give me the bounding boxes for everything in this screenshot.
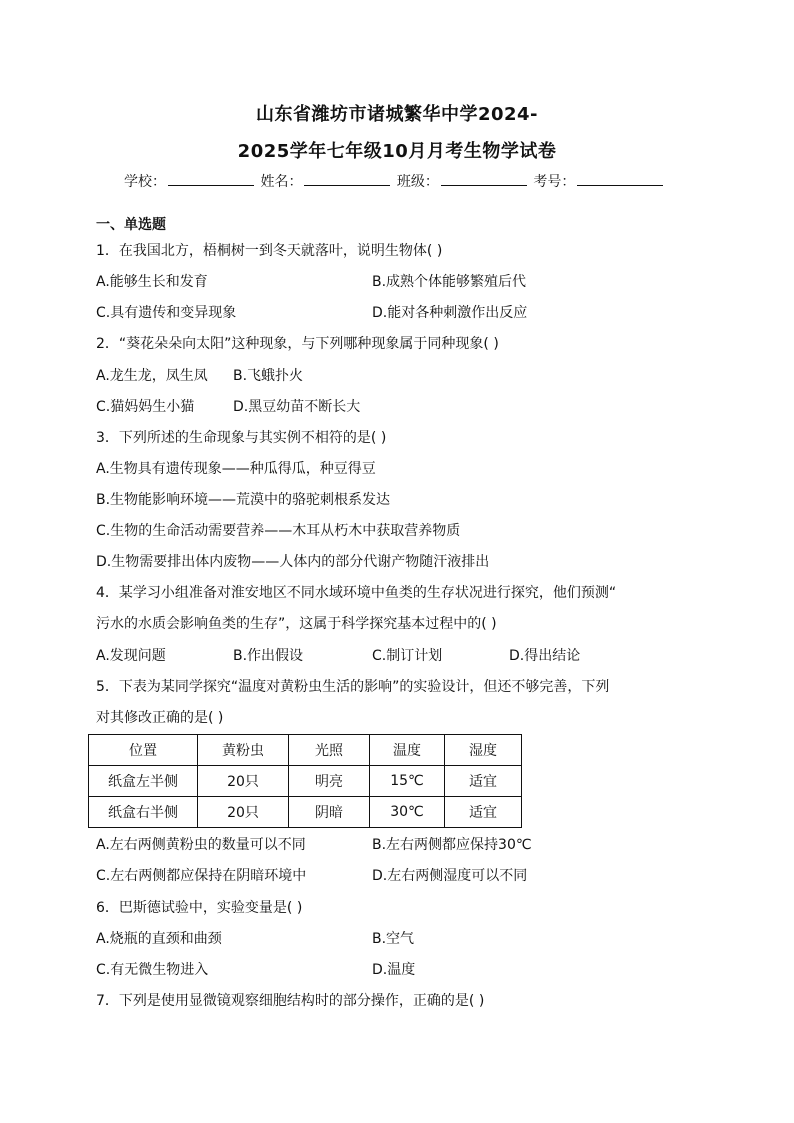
question-4-stem-continued: 污水的水质会影响鱼类的生存”，这属于科学探究基本过程中的( ) [96, 616, 497, 632]
name-label: 姓名： [260, 174, 303, 190]
question-2-option-d: D.黑豆幼苗不断长大 [233, 399, 361, 415]
question-6-option-a: A.烧瓶的直颈和曲颈 [96, 931, 222, 947]
exam-number-blank[interactable] [577, 173, 663, 186]
question-5-stem-continued: 对其修改正确的是( ) [96, 710, 224, 726]
section-title: 一、单选题 [96, 217, 166, 233]
question-1-stem: 1．在我国北方，梧桐树一到冬天就落叶，说明生物体( ) [96, 243, 443, 259]
table-cell: 30℃ [370, 797, 445, 828]
question-2-option-b: B.飞蛾扑火 [233, 368, 304, 384]
table-header-cell: 温度 [370, 735, 445, 766]
question-2-option-a: A.龙生龙，凤生凤 [96, 368, 208, 384]
exam-number-label: 考号： [533, 174, 576, 190]
table-cell: 纸盒左半侧 [89, 766, 198, 797]
question-3-stem: 3．下列所述的生命现象与其实例不相符的是( ) [96, 430, 387, 446]
class-label: 班级： [396, 174, 439, 190]
student-info-line [124, 171, 665, 191]
question-5-option-b: B.左右两侧都应保持30℃ [372, 837, 532, 853]
question-3-option-d: D.生物需要排出体内废物——人体内的部分代谢产物随汗液排出 [96, 554, 490, 570]
exam-title-line2: 2025学年七年级10月月考生物学试卷 [237, 141, 557, 162]
question-3-option-a: A.生物具有遗传现象——种瓜得瓜，种豆得豆 [96, 461, 376, 477]
table-header-row [89, 735, 522, 766]
question-5-option-d: D.左右两侧湿度可以不同 [372, 868, 528, 884]
question-5-option-c: C.左右两侧都应保持在阴暗环境中 [96, 868, 307, 884]
school-blank[interactable] [168, 173, 254, 186]
question-4-option-a: A.发现问题 [96, 648, 166, 664]
question-3-option-c: C.生物的生命活动需要营养——木耳从朽木中获取营养物质 [96, 523, 461, 539]
question-6-option-d: D.温度 [372, 962, 416, 978]
question-1-option-d: D.能对各种刺激作出反应 [372, 305, 528, 321]
experiment-table [88, 734, 522, 828]
question-4-stem: 4．某学习小组准备对淮安地区不同水域环境中鱼类的生存状况进行探究，他们预测“ [96, 585, 617, 601]
question-4-option-c: C.制订计划 [372, 648, 443, 664]
name-blank[interactable] [304, 173, 390, 186]
question-2-stem: 2．“葵花朵朵向太阳”这种现象，与下列哪种现象属于同种现象( ) [96, 336, 499, 352]
table-cell: 纸盒右半侧 [89, 797, 198, 828]
table-cell: 明亮 [289, 766, 370, 797]
table-row [89, 766, 522, 797]
question-4-option-b: B.作出假设 [233, 648, 304, 664]
exam-title-line1: 山东省潍坊市诸城繁华中学2024- [255, 104, 539, 125]
question-5-stem: 5．下表为某同学探究“温度对黄粉虫生活的影响”的实验设计，但还不够完善，下列 [96, 679, 610, 695]
question-5-option-a: A.左右两侧黄粉虫的数量可以不同 [96, 837, 306, 853]
school-label: 学校： [124, 174, 166, 190]
question-1-option-a: A.能够生长和发育 [96, 274, 208, 290]
table-cell: 阴暗 [289, 797, 370, 828]
question-1-option-c: C.具有遗传和变异现象 [96, 305, 237, 321]
question-2-option-c: C.猫妈妈生小猫 [96, 399, 195, 415]
question-7-stem: 7．下列是使用显微镜观察细胞结构时的部分操作，正确的是( ) [96, 993, 485, 1009]
table-row [89, 797, 522, 828]
table-cell: 20只 [198, 797, 289, 828]
table-cell: 适宜 [445, 797, 522, 828]
table-cell: 15℃ [370, 766, 445, 797]
question-6-stem: 6．巴斯德试验中，实验变量是( ) [96, 900, 303, 916]
table-header-cell: 光照 [289, 735, 370, 766]
question-6-option-b: B.空气 [372, 931, 415, 947]
table-cell: 20只 [198, 766, 289, 797]
table-cell: 适宜 [445, 766, 522, 797]
question-3-option-b: B.生物能影响环境——荒漠中的骆驼刺根系发达 [96, 492, 391, 508]
question-4-option-d: D.得出结论 [509, 648, 581, 664]
question-1-option-b: B.成熟个体能够繁殖后代 [372, 274, 527, 290]
question-6-option-c: C.有无微生物进入 [96, 962, 209, 978]
table-header-cell: 湿度 [445, 735, 522, 766]
table-header-cell: 黄粉虫 [198, 735, 289, 766]
table-header-cell: 位置 [89, 735, 198, 766]
class-blank[interactable] [441, 173, 527, 186]
